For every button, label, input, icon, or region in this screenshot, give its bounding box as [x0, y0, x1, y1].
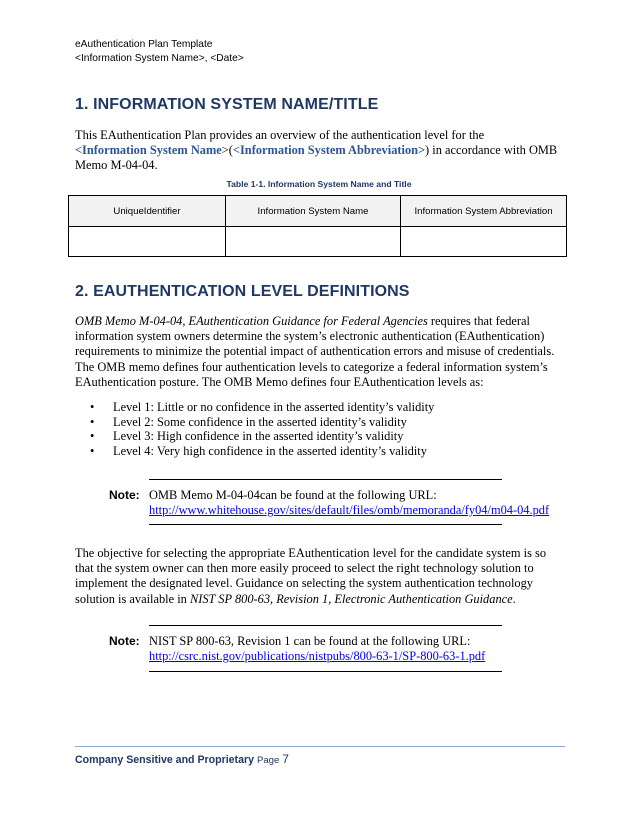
list-item: • Level 1: Little or no confidence in the asserted identity’s validity	[90, 400, 435, 414]
section-1-paragraph: This EAuthentication Plan provides an overview of the authentication level for the <Information System Name>(<Information System Abbreviation>) in accordance with OMB Memo M-04-04.	[75, 128, 558, 173]
system-abbreviation-field: <Information System Abbreviation	[232, 143, 419, 158]
column-header: UniqueIdentifier	[69, 196, 226, 227]
omb-memo-link[interactable]: http://www.whitehouse.gov/sites/default/files/omb/memoranda/fy04/m04-04.pdf	[149, 503, 550, 517]
table-caption: Table 1-1. Information System Name and Title	[226, 179, 412, 189]
bullet-icon: •	[90, 429, 95, 443]
system-name-field: <Information System Name	[75, 143, 222, 158]
list-item: • Level 2: Some confidence in the asserted identity’s validity	[90, 414, 407, 429]
footer-label: Company Sensitive and Proprietary	[75, 754, 254, 766]
section-2-heading: 2. EAUTHENTICATION LEVEL DEFINITIONS	[75, 283, 410, 300]
objective-paragraph: The objective for selecting the appropriate EAuthentication level for the candidate system is so that the system owner can then more easily proceed to select the right technology solution to implement the designated level. Guidance on selecting the system authentication technology solution is available in NIST SP 800-63, Revision 1, Electronic Authentication Guidance.	[75, 546, 547, 606]
list-item: • Level 4: Very high confidence in the asserted identity’s validity	[90, 443, 427, 458]
column-header: Information System Name	[226, 196, 401, 227]
list-item: • Level 3: High confidence in the asserted identity’s validity	[90, 429, 404, 443]
table-row	[69, 227, 567, 257]
page-number: 7	[282, 752, 289, 766]
bullet-icon: •	[90, 400, 95, 414]
nist-link[interactable]: http://csrc.nist.gov/publications/nistpubs/800-63-1/SP-800-63-1.pdf	[149, 649, 486, 663]
note-2-text: NIST SP 800-63, Revision 1 can be found at the following URL: http://csrc.nist.gov/publications/nistpubs/800-63-1/SP-800-63-1.pdf	[149, 634, 486, 663]
header-title: eAuthentication Plan Template	[75, 39, 213, 50]
note-divider	[149, 524, 502, 525]
table-cell[interactable]	[69, 227, 226, 257]
note-1-text: OMB Memo M-04-04can be found at the following URL: http://www.whitehouse.gov/sites/default/files/omb/memoranda/fy04/m04-04.pdf	[149, 488, 550, 517]
bullet-icon: •	[90, 414, 95, 429]
note-label: Note:	[109, 488, 140, 502]
document-header	[75, 38, 244, 66]
omb-memo-title: OMB Memo M-04-04, EAuthentication Guidance for Federal Agencies	[75, 314, 428, 328]
levels-list	[75, 400, 434, 458]
note-divider	[149, 625, 502, 626]
table-cell[interactable]	[401, 227, 567, 257]
note-divider	[149, 671, 502, 672]
note-label: Note:	[109, 634, 140, 648]
table-header-row	[69, 196, 567, 227]
nist-guidance-title: NIST SP 800-63, Revision 1, Electronic Authentication Guidance	[189, 591, 513, 606]
page-word: Page	[256, 755, 280, 766]
section-1-heading: 1. INFORMATION SYSTEM NAME/TITLE	[75, 96, 379, 113]
footer-divider	[75, 746, 565, 747]
table-cell[interactable]	[226, 227, 401, 257]
bullet-icon: •	[90, 443, 95, 458]
page-footer	[75, 752, 289, 766]
note-divider	[149, 479, 502, 480]
section-2-intro: OMB Memo M-04-04, EAuthentication Guidance for Federal Agencies requires that federal information system owners determine the system’s electronic authentication (EAuthentication) requirements to minimize the potential impact of authentication errors and misuse of credentials. The OMB memo defines four authentication levels to categorize a federal information system’s EAuthentication posture. The OMB Memo defines four EAuthentication levels as:	[75, 314, 555, 389]
column-header: Information System Abbreviation	[401, 196, 567, 227]
system-name-table	[68, 195, 567, 257]
header-subtitle: <Information System Name>, <Date>	[75, 53, 244, 64]
